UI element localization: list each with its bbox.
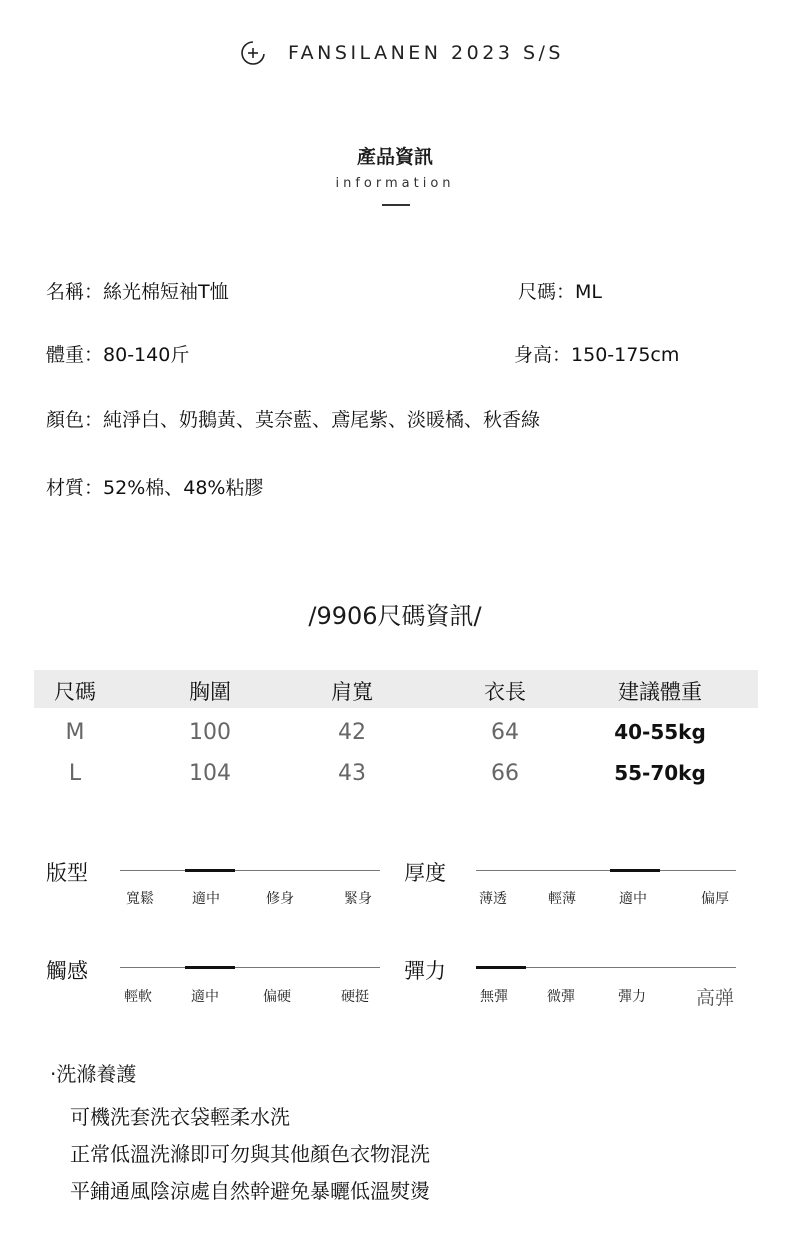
circle-plus-icon bbox=[240, 40, 266, 66]
thickness-tick: 輕薄 bbox=[548, 891, 576, 907]
touch-scale-label: 觸感 bbox=[46, 959, 88, 983]
touch-tick: 偏硬 bbox=[263, 989, 291, 1005]
table-header-size: 尺碼 bbox=[54, 680, 96, 704]
table-cell: 64 bbox=[491, 720, 519, 745]
thickness-tick: 偏厚 bbox=[701, 891, 729, 907]
table-cell: 66 bbox=[491, 761, 519, 786]
fit-scale-label: 版型 bbox=[46, 861, 88, 885]
info-name-value: 絲光棉短袖T恤 bbox=[103, 281, 229, 303]
elasticity-tick: 高弹 bbox=[695, 987, 734, 1009]
table-cell: M bbox=[65, 720, 85, 745]
divider bbox=[382, 204, 410, 206]
elasticity-tick: 無彈 bbox=[480, 989, 508, 1005]
table-cell: 43 bbox=[338, 761, 366, 786]
info-material-value: 52%棉、48%粘膠 bbox=[103, 477, 264, 499]
table-cell: 104 bbox=[189, 761, 231, 786]
table-cell: 40-55kg bbox=[614, 720, 706, 744]
table-header-chest: 胸圍 bbox=[189, 680, 231, 704]
thickness-scale-track bbox=[476, 870, 736, 871]
info-size-label: 尺碼： bbox=[518, 281, 576, 303]
elasticity-scale-label: 彈力 bbox=[404, 959, 446, 983]
care-line: 平鋪通風陰涼處自然幹避免暴曬低溫熨燙 bbox=[70, 1179, 430, 1203]
fit-tick: 修身 bbox=[266, 891, 294, 907]
touch-scale-track bbox=[120, 967, 380, 968]
info-size-row bbox=[518, 277, 602, 304]
info-subtitle: information bbox=[335, 176, 455, 191]
info-height-value: 150-175cm bbox=[571, 344, 680, 366]
touch-tick: 適中 bbox=[191, 989, 219, 1005]
table-cell: L bbox=[68, 761, 82, 786]
touch-tick: 輕軟 bbox=[124, 989, 152, 1005]
info-weight-value: 80-140斤 bbox=[103, 344, 190, 366]
info-height-label: 身高： bbox=[514, 344, 572, 366]
info-weight-row bbox=[46, 340, 189, 367]
fit-tick: 適中 bbox=[192, 891, 220, 907]
thickness-scale-marker bbox=[610, 869, 660, 872]
brand-title: FANSILANEN 2023 S/S bbox=[288, 42, 564, 64]
elasticity-tick: 微彈 bbox=[547, 989, 575, 1005]
info-size-value: ML bbox=[575, 281, 602, 303]
thickness-tick: 薄透 bbox=[479, 891, 507, 907]
size-table-title: /9906尺碼資訊/ bbox=[308, 602, 482, 630]
table-header-weight: 建議體重 bbox=[618, 680, 702, 704]
elasticity-scale-marker bbox=[476, 966, 526, 969]
elasticity-tick: 彈力 bbox=[618, 989, 646, 1005]
info-material-row bbox=[46, 473, 263, 500]
fit-scale-track bbox=[120, 870, 380, 871]
touch-tick: 硬挺 bbox=[341, 989, 369, 1005]
table-header-shoulder: 肩寬 bbox=[331, 680, 373, 704]
info-color-label: 顏色： bbox=[46, 409, 104, 431]
table-cell: 55-70kg bbox=[614, 761, 706, 785]
info-material-label: 材質： bbox=[46, 477, 104, 499]
table-header-length: 衣長 bbox=[484, 680, 526, 704]
info-name-label: 名稱： bbox=[46, 281, 104, 303]
fit-tick: 寬鬆 bbox=[126, 891, 154, 907]
fit-tick: 緊身 bbox=[344, 891, 372, 907]
info-title: 產品資訊 bbox=[356, 146, 433, 168]
info-color-row bbox=[46, 405, 540, 432]
care-line: 正常低溫洗滌即可勿與其他顏色衣物混洗 bbox=[70, 1142, 430, 1166]
info-name-row bbox=[46, 277, 229, 304]
thickness-scale-label: 厚度 bbox=[404, 861, 446, 885]
info-color-value: 純淨白、奶鵝黃、莫奈藍、鳶尾紫、淡暖橘、秋香綠 bbox=[103, 409, 541, 431]
table-cell: 100 bbox=[189, 720, 231, 745]
thickness-tick: 適中 bbox=[619, 891, 647, 907]
info-weight-label: 體重： bbox=[46, 344, 104, 366]
care-title: ·洗滌養護 bbox=[50, 1062, 137, 1086]
table-cell: 42 bbox=[338, 720, 366, 745]
care-line: 可機洗套洗衣袋輕柔水洗 bbox=[70, 1105, 290, 1129]
info-height-row bbox=[514, 340, 679, 367]
fit-scale-marker bbox=[185, 869, 235, 872]
touch-scale-marker bbox=[185, 966, 235, 969]
